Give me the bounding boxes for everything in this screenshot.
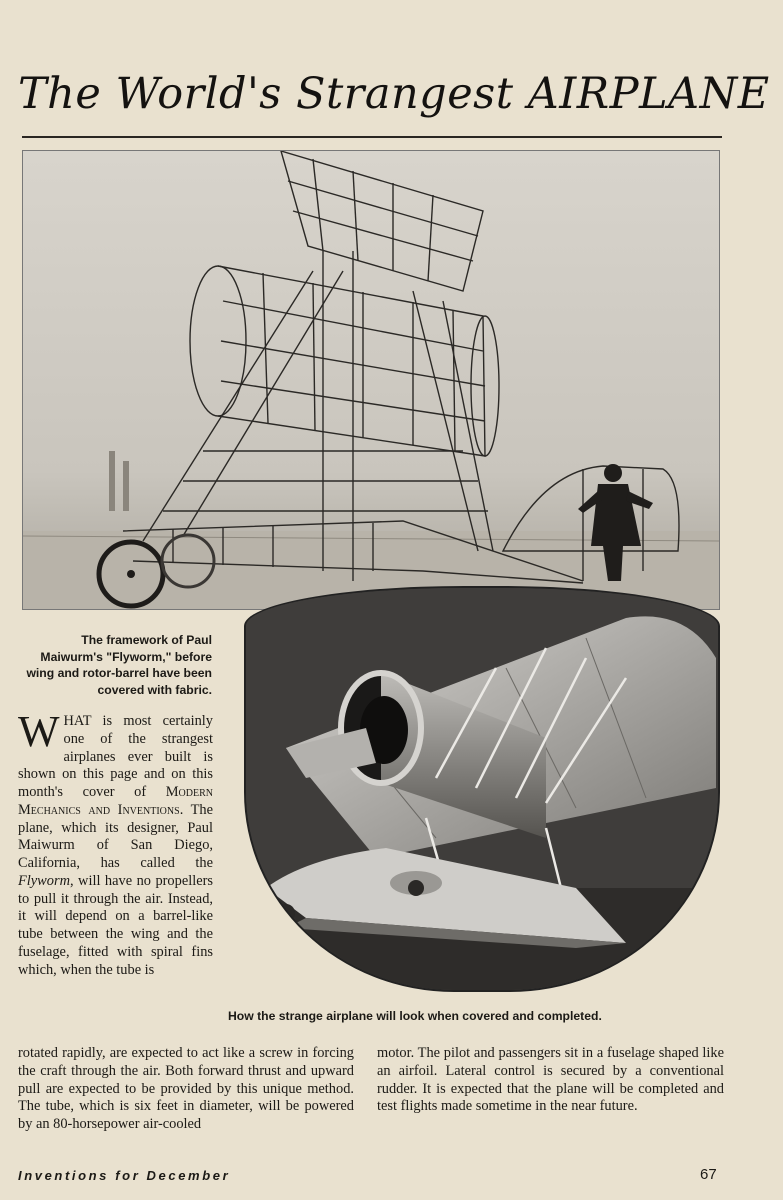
intro-column — [18, 707, 214, 979]
flyworm-framework-photo — [22, 150, 720, 610]
page-number: 67 — [700, 1166, 717, 1183]
title-rule — [22, 136, 722, 138]
framework-illustration — [23, 151, 719, 609]
body-right-column: motor. The pilot and passengers sit in a fuselage shaped like an airfoil. Lateral control is secured by a conventional rudder. It is expected that the plane will be completed and test flights made sometime in the near future. — [377, 1045, 724, 1115]
article-title: The World's Strangest AIRPLANE — [18, 69, 770, 119]
completed-airplane-illustration — [244, 586, 720, 992]
plane-name: Flyworm — [18, 872, 70, 889]
footer-magazine: Inventions for December — [18, 1168, 231, 1183]
framework-caption: The framework of Paul Maiwurm's "Flyworm," before wing and rotor-barrel have been covered with fabric. — [26, 633, 212, 697]
magazine-name: Modern Mechanics and Inventions — [18, 784, 213, 818]
drop-cap: W — [18, 707, 60, 756]
airplane-rendering — [246, 588, 718, 990]
body-left-column: rotated rapidly, are expected to act like a screw in forcing the craft through the air. Both forward thrust and upward pull are expected to be provided by this unique method. The tube, which is six feet in diameter, will be powered by an 80-horsepower air-cooled — [18, 1045, 354, 1132]
completed-caption: How the strange airplane will look when covered and completed. — [228, 1009, 602, 1023]
intro-text-b: . The plane, which its designer, Paul Maiwurm of San Diego, California, has called the — [18, 801, 214, 871]
intro-text-a: HAT is most certainly one of the strangest airplanes ever built is shown on this page and on this month's cover of — [18, 713, 213, 800]
intro-text-c: , will have no propellers to pull it through the air. Instead, it will depend on a barrel-like tube between the wing and the fuselage, fitted with spiral fins which, when the tube is — [18, 872, 213, 978]
